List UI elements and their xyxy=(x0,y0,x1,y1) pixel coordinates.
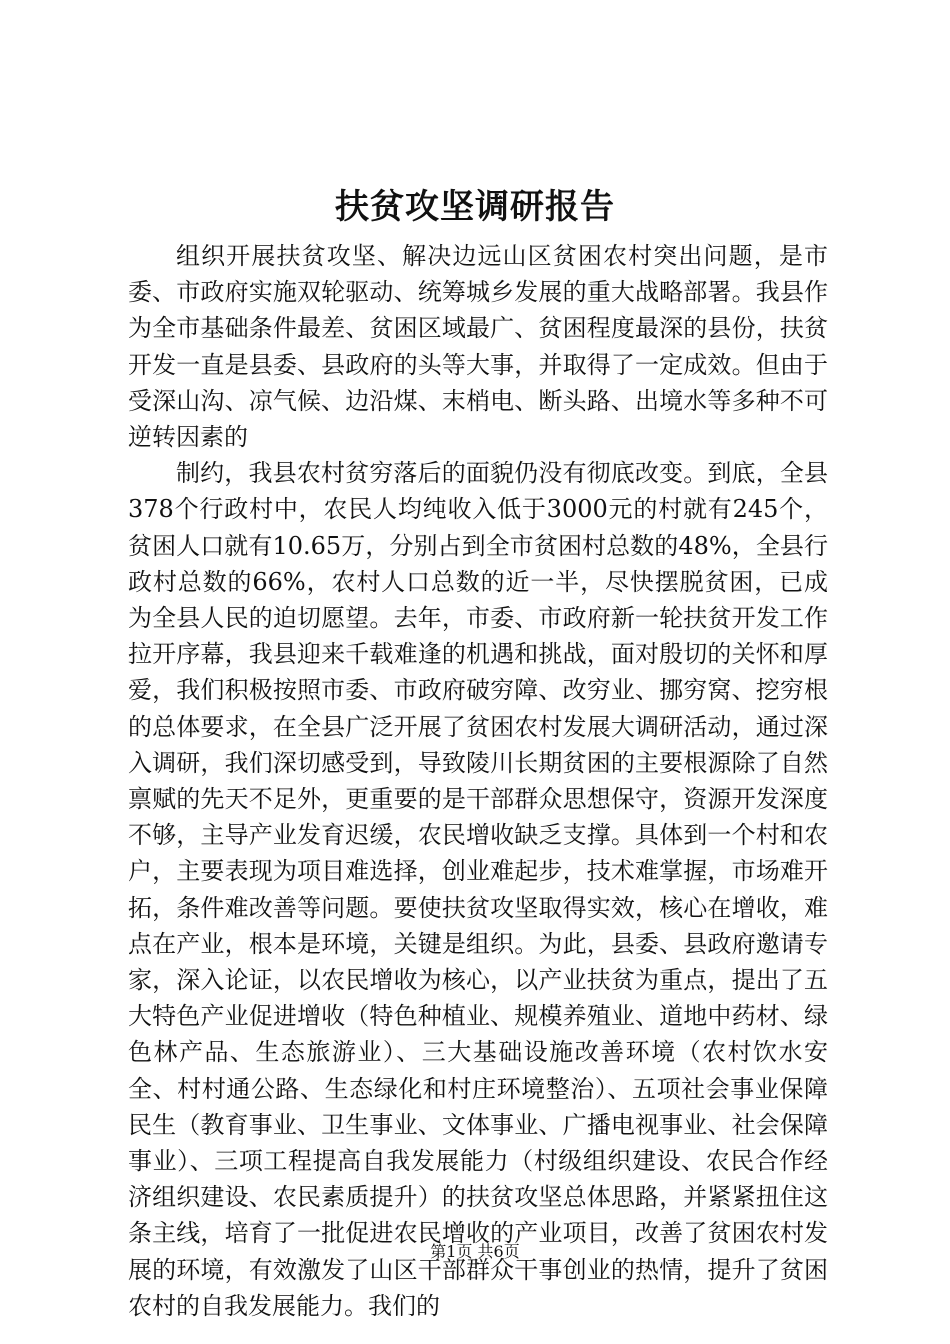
document-body xyxy=(128,238,828,1324)
paragraph-2: 制约，我县农村贫穷落后的面貌仍没有彻底改变。到底，全县378个行政村中，农民人均纯收入低于3000元的村就有245个，贫困人口就有10.65万，分别占到全市贫困村总数的48%，全县行政村总数的66%，农村人口总数的近一半，尽快摆脱贫困，已成为全县人民的迫切愿望。去年，市委、市政府新一轮扶贫开发工作拉开序幕，我县迎来千载难逢的机遇和挑战，面对殷切的关怀和厚爱，我们积极按照市委、市政府破穷障、改穷业、挪穷窝、挖穷根的总体要求，在全县广泛开展了贫困农村发展大调研活动，通过深入调研，我们深切感受到，导致陵川长期贫困的主要根源除了自然禀赋的先天不足外，更重要的是干部群众思想保守，资源开发深度不够，主导产业发育迟缓，农民增收缺乏支撑。具体到一个村和农户，主要表现为项目难选择，创业难起步，技术难掌握，市场难开拓，条件难改善等问题。要使扶贫攻坚取得实效，核心在增收，难点在产业，根本是环境，关键是组织。为此，县委、县政府邀请专家，深入论证，以农民增收为核心，以产业扶贫为重点，提出了五大特色产业促进增收（特色种植业、规模养殖业、道地中药材、绿色林产品、生态旅游业）、三大基础设施改善环境（农村饮水安全、村村通公路、生态绿化和村庄环境整治）、五项社会事业保障民生（教育事业、卫生事业、文体事业、广播电视事业、社会保障事业）、三项工程提高自我发展能力（村级组织建设、农民合作经济组织建设、农民素质提升）的扶贫攻坚总体思路，并紧紧扭住这条主线，培育了一批促进农民增收的产业项目，改善了贫困农村发展的环境，有效激发了山区干部群众干事创业的热情，提升了贫困农村的自我发展能力。我们的 xyxy=(128,459,828,1320)
page-number: 第1页 共6页 xyxy=(430,1242,520,1261)
document-title: 扶贫攻坚调研报告 xyxy=(335,187,615,227)
paragraph-1: 组织开展扶贫攻坚、解决边远山区贫困农村突出问题，是市委、市政府实施双轮驱动、统筹城乡发展的重大战略部署。我县作为全市基础条件最差、贫困区域最广、贫困程度最深的县份，扶贫开发一直是县委、县政府的头等大事，并取得了一定成效。但由于受深山沟、凉气候、边沿煤、末梢电、断头路、出境水等多种不可逆转因素的 xyxy=(128,242,828,452)
